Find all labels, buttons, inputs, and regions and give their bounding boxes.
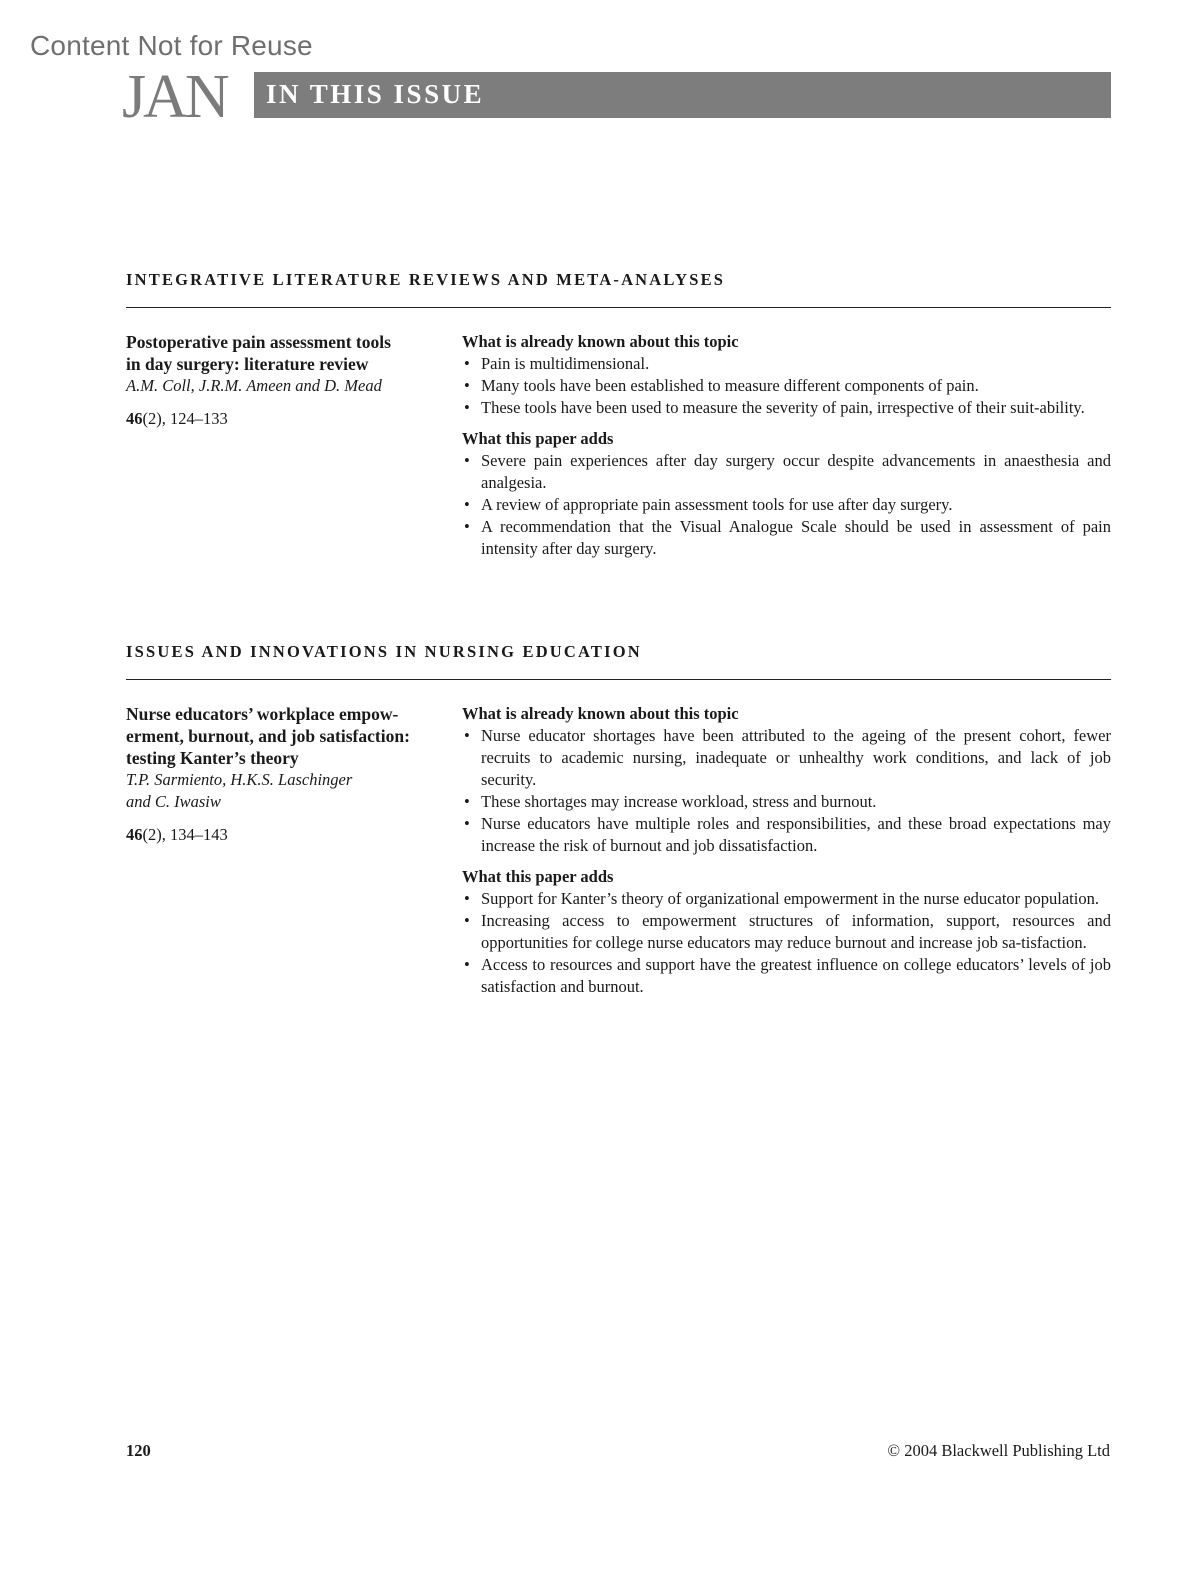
- article-summary: [462, 331, 1111, 560]
- list-item: • Nurse educators have multiple roles and responsibilities, and these broad expectations may increase the risk of burnout and job dissatisfaction.: [464, 814, 1111, 855]
- article-authors: [126, 375, 446, 397]
- list-item-text: Increasing access to empowerment structures of information, support, resources and opportunities for college nurse educators may reduce burnout and increase job sa-tisfaction.: [481, 911, 1111, 952]
- adds-heading: What this paper adds: [462, 867, 614, 886]
- citation-volume: 46: [126, 825, 143, 844]
- list-item-text: Many tools have been established to measure different components of pain.: [481, 376, 979, 395]
- section-literature-reviews: [126, 270, 1111, 569]
- list-item-text: Support for Kanter’s theory of organizational empowerment in the nurse educator population.: [481, 889, 1099, 908]
- article-title-line: in day surgery: literature review: [126, 354, 369, 374]
- watermark-text: Content Not for Reuse: [30, 30, 313, 61]
- list-item-text: These shortages may increase workload, stress and burnout.: [481, 792, 877, 811]
- list-item-text: A recommendation that the Visual Analogue Scale should be used in assessment of pain intensity after day surgery.: [481, 517, 1111, 558]
- list-item: • These shortages may increase workload, stress and burnout.: [464, 792, 877, 811]
- known-list: [462, 725, 1111, 857]
- adds-heading: What this paper adds: [462, 429, 614, 448]
- journal-masthead: [122, 63, 1112, 134]
- article-citation: [126, 824, 446, 846]
- in-this-issue-banner: [254, 72, 1111, 118]
- copyright-notice: © 2004 Blackwell Publishing Ltd: [887, 1441, 1110, 1460]
- known-list: [462, 353, 1111, 419]
- citation-issue-pages: (2), 124–133: [142, 409, 228, 428]
- article-title-line: testing Kanter’s theory: [126, 748, 299, 768]
- adds-list: [462, 450, 1111, 560]
- list-item: • A recommendation that the Visual Analogue Scale should be used in assessment of pain intensity after day surgery.: [464, 517, 1111, 558]
- citation-volume: 46: [126, 409, 143, 428]
- article-title-line: Postoperative pain assessment tools: [126, 332, 391, 352]
- article-meta: [126, 703, 446, 846]
- adds-list: [462, 888, 1111, 998]
- known-heading: What is already known about this topic: [462, 332, 739, 351]
- list-item: • Nurse educator shortages have been attributed to the ageing of the present cohort, fewer recruits to academic nursing, inadequate or unhealthy work conditions, and lack of job security.: [464, 726, 1111, 789]
- list-item: • A review of appropriate pain assessment tools for use after day surgery.: [464, 495, 953, 514]
- section-nursing-education: [126, 642, 1111, 1007]
- article-meta: [126, 331, 446, 430]
- article-authors-line: T.P. Sarmiento, H.K.S. Laschinger: [126, 770, 353, 789]
- jan-logo: JAN: [122, 63, 227, 131]
- list-item-text: Nurse educator shortages have been attributed to the ageing of the present cohort, fewer recruits to academic nursing, inadequate or unhealthy work conditions, and lack of job security.: [481, 726, 1111, 789]
- article-title[interactable]: [126, 331, 446, 375]
- list-item-text: A review of appropriate pain assessment tools for use after day surgery.: [481, 495, 953, 514]
- article-authors: [126, 769, 446, 813]
- list-item: • Increasing access to empowerment structures of information, support, resources and opportunities for college nurse educators may reduce burnout and increase job sa-tisfaction.: [464, 911, 1111, 952]
- article-title-line: Nurse educators’ workplace empow-: [126, 704, 399, 724]
- list-item: • Severe pain experiences after day surgery occur despite advancements in anaesthesia and analgesia.: [464, 451, 1111, 492]
- list-item-text: Pain is multidimensional.: [481, 354, 650, 373]
- list-item-text: Severe pain experiences after day surgery occur despite advancements in anaesthesia and analgesia.: [481, 451, 1111, 492]
- article-authors-line: and C. Iwasiw: [126, 792, 221, 811]
- section-heading: INTEGRATIVE LITERATURE REVIEWS AND META-ANALYSES: [126, 270, 1111, 308]
- list-item-text: Nurse educators have multiple roles and responsibilities, and these broad expectations may increase the risk of burnout and job dissatisfaction.: [481, 814, 1111, 855]
- article-entry: [126, 331, 1111, 560]
- article-authors-line: A.M. Coll, J.R.M. Ameen and D. Mead: [126, 376, 382, 395]
- page-number: 120: [126, 1441, 151, 1460]
- list-item: • These tools have been used to measure the severity of pain, irrespective of their suit-ability.: [464, 398, 1085, 417]
- banner-label: IN THIS ISSUE: [266, 79, 485, 109]
- section-heading: ISSUES AND INNOVATIONS IN NURSING EDUCATION: [126, 642, 1111, 680]
- article-entry: [126, 703, 1111, 998]
- list-item: • Access to resources and support have the greatest influence on college educators’ levels of job satisfaction and burnout.: [464, 955, 1111, 996]
- article-title[interactable]: [126, 703, 446, 769]
- list-item: • Many tools have been established to measure different components of pain.: [464, 376, 979, 395]
- list-item-text: Access to resources and support have the greatest influence on college educators’ levels of job satisfaction and burnout.: [481, 955, 1111, 996]
- article-summary: [462, 703, 1111, 998]
- article-title-line: erment, burnout, and job satisfaction:: [126, 726, 410, 746]
- list-item: • Support for Kanter’s theory of organizational empowerment in the nurse educator population.: [464, 889, 1099, 908]
- citation-issue-pages: (2), 134–143: [142, 825, 228, 844]
- list-item-text: These tools have been used to measure the severity of pain, irrespective of their suit-ability.: [481, 398, 1085, 417]
- known-heading: What is already known about this topic: [462, 704, 739, 723]
- article-citation: [126, 408, 446, 430]
- list-item: • Pain is multidimensional.: [464, 354, 650, 373]
